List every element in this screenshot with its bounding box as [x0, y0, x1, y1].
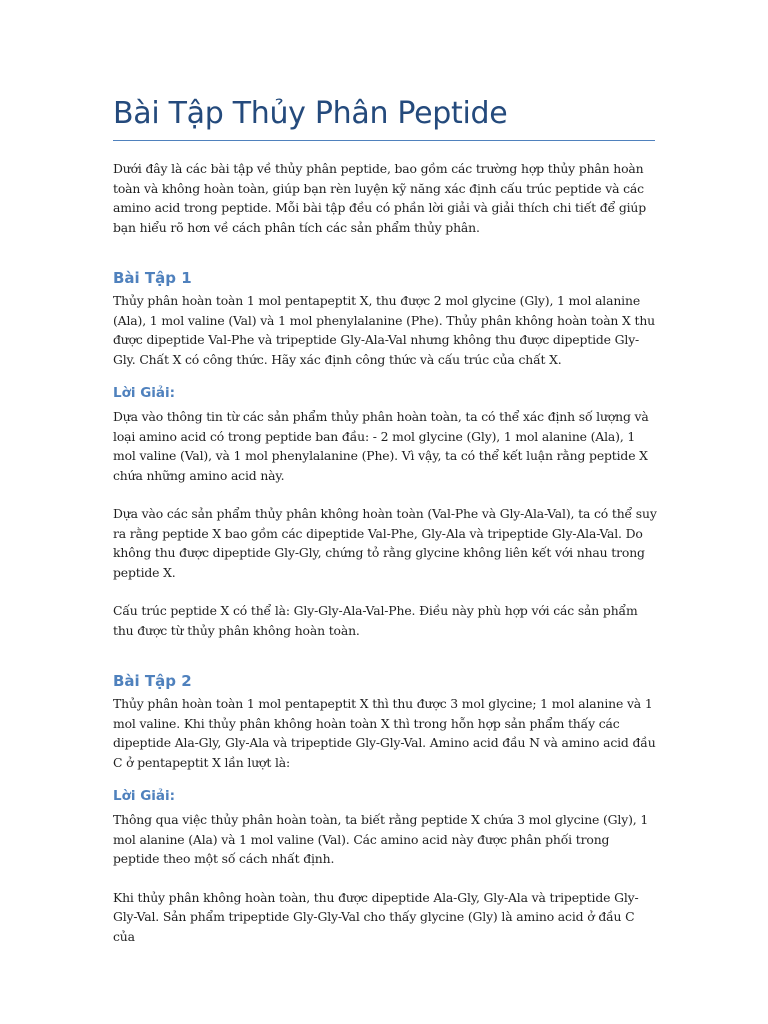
exercise-1-solution-heading: Lời Giải:: [113, 385, 176, 401]
exercise-2-question: Thủy phân hoàn toàn 1 mol pentapeptit X thì thu được 3 mol glycine; 1 mol alanine và 1 mol valine. Khi thủy phân không hoàn toàn X thì trong hỗn hợp sản phẩm thấy các dipeptide Ala-Gly, Gly-Ala và tripeptide Gly-Gly-Val. Amino acid đầu N và amino acid đầu C ở pentapeptit X lần lượt là:: [113, 696, 656, 770]
title-underline: [113, 140, 655, 141]
exercise-2-heading: Bài Tập 2: [113, 672, 192, 690]
exercise-1-solution-paragraph-3: Cấu trúc peptide X có thể là: Gly-Gly-Ala-Val-Phe. Điều này phù hợp với các sản phẩm thu được từ thủy phân không hoàn toàn.: [113, 603, 638, 638]
exercise-2-solution-paragraph-2: Khi thủy phân không hoàn toàn, thu được dipeptide Ala-Gly, Gly-Ala và tripeptide Gly-Gly-Val. Sản phẩm tripeptide Gly-Gly-Val cho thấy glycine (Gly) là amino acid ở đầu C của: [113, 889, 639, 944]
exercise-1-heading: Bài Tập 1: [113, 269, 192, 287]
document-page: [113, 92, 658, 946]
exercise-1-question: Thủy phân hoàn toàn 1 mol pentapeptit X, thu được 2 mol glycine (Gly), 1 mol alanine (Ala), 1 mol valine (Val) và 1 mol phenylalanine (Phe). Thủy phân không hoàn toàn X thu được dipeptide Val-Phe và tripeptide Gly-Ala-Val nhưng không thu được dipeptide Gly-Gly. Chất X có công thức. Hãy xác định công thức và cấu trúc của chất X.: [113, 293, 655, 367]
intro-paragraph: Dưới đây là các bài tập về thủy phân peptide, bao gồm các trường hợp thủy phân hoàn toàn và không hoàn toàn, giúp bạn rèn luyện kỹ năng xác định cấu trúc peptide và các amino acid trong peptide. Mỗi bài tập đều có phần lời giải và giải thích chi tiết để giúp bạn hiểu rõ hơn về cách phân tích các sản phẩm thủy phân.: [113, 161, 647, 235]
exercise-2-solution-paragraph-1: Thông qua việc thủy phân hoàn toàn, ta biết rằng peptide X chứa 3 mol glycine (Gly), 1 mol alanine (Ala) và 1 mol valine (Val). Các amino acid này được phân phối trong peptide theo một số cách nhất định.: [113, 812, 649, 866]
document-title: Bài Tập Thủy Phân Peptide: [113, 96, 508, 131]
exercise-2-solution-heading: Lời Giải:: [113, 788, 176, 804]
exercise-1-solution-paragraph-1: Dựa vào thông tin từ các sản phẩm thủy phân hoàn toàn, ta có thể xác định số lượng và loại amino acid có trong peptide ban đầu: - 2 mol glycine (Gly), 1 mol alanine (Ala), 1 mol valine (Val), và 1 mol phenylalanine (Phe). Vì vậy, ta có thể kết luận rằng peptide X chứa những amino acid này.: [113, 409, 649, 483]
exercise-1-solution-paragraph-2: Dựa vào các sản phẩm thủy phân không hoàn toàn (Val-Phe và Gly-Ala-Val), ta có thể suy ra rằng peptide X bao gồm các dipeptide Val-Phe, Gly-Ala và tripeptide Gly-Ala-Val. Do không thu được dipeptide Gly-Gly, chứng tỏ rằng glycine không liên kết với nhau trong peptide X.: [113, 506, 657, 580]
